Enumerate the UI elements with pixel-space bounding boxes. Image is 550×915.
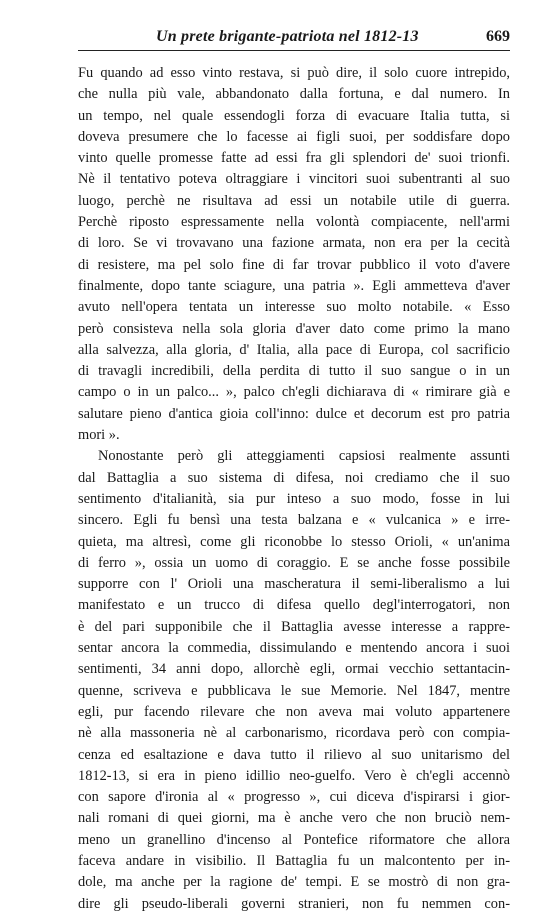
text-line: doveva presumere che lo facesse ai figli suoi, per soddisfare dopo bbox=[78, 128, 510, 145]
text-line: dire gli pseudo-liberali governi stranieri, non fu nemmen con- bbox=[78, 895, 510, 912]
text-line: però consisteva nella sola gloria d'aver dato come primo la mano bbox=[78, 320, 510, 337]
text-line: finalmente, dopo tante sciagure, una patria ». Egli ammetteva d'aver bbox=[78, 277, 510, 294]
text-line: Nè il tentativo poteva oltraggiare i vincitori suoi subentranti al suo bbox=[78, 171, 510, 188]
text-line: avuto nell'opera tentata un interesse suo molto notabile. « Esso bbox=[78, 299, 510, 316]
text-line: dal Battaglia a suo sistema di difesa, noi crediamo che il suo bbox=[78, 469, 510, 486]
text-line: sincero. Egli fu bensì una testa balzana e « vulcanica » e irre- bbox=[78, 512, 510, 529]
text-line: di loro. Se vi trovavano una fazione armata, non era per la cecità bbox=[78, 235, 510, 252]
text-line: Fu quando ad esso vinto restava, si può dire, il solo cuore intrepido, bbox=[78, 65, 510, 81]
page-number: 669 bbox=[486, 28, 510, 45]
text-line: di travagli incredibili, della perdita di tutto il suo sangue o in un bbox=[78, 363, 510, 380]
text-line: Perchè riposto espressamente nella volontà compiacente, nell'armi bbox=[78, 214, 510, 231]
text-line: nè alla massoneria nè al carbonarismo, ricordava però con compia- bbox=[78, 725, 510, 742]
text-line: luogo, perchè ne risultava ad essi un notabile utile di guerra. bbox=[78, 192, 510, 209]
running-title: Un prete brigante-patriota nel 1812-13 bbox=[156, 28, 419, 45]
text-line: salutare pieno d'antica gioia coll'inno: dulce et decorum est pro patria bbox=[78, 405, 510, 422]
text-line: meno un granellino d'incenso al Pontefice riformatore che allora bbox=[78, 831, 510, 848]
text-line: manifestato e un trucco di difesa quello degl'interrogatori, non bbox=[78, 597, 510, 614]
text-line: di resistere, ma pel solo fine di far trovar pubblico il voto d'avere bbox=[78, 256, 510, 273]
text-line: di ferro », ossia un uomo di coraggio. E se anche fosse possibile bbox=[78, 554, 510, 571]
text-line: quieta, ma altresì, come gli riconobbe lo stesso Orioli, « un'anima bbox=[78, 533, 510, 550]
text-line: è del pari supponibile che il Battaglia avesse interesse a rappre- bbox=[78, 618, 510, 635]
text-line: faceva andare in visibilio. Il Battaglia fu un malcontento per in- bbox=[78, 852, 510, 869]
paragraph-1 bbox=[78, 63, 510, 446]
text-line: alla salvezza, alla gloria, d' Italia, alla pace di Europa, col sacrificio bbox=[78, 341, 510, 358]
text-line: supporre con l' Orioli una mascheratura il semi-liberalismo a lui bbox=[78, 576, 510, 593]
text-line: sentimento d'italianità, sia pur inteso a suo modo, fosse in lui bbox=[78, 490, 510, 507]
text-line: dole, ma anche per la ragione de' tempi. E se mostrò di non gra- bbox=[78, 874, 510, 891]
text-line: un tempo, nel quale essendogli forza di evacuare Italia tutta, si bbox=[78, 107, 510, 124]
text-line: sentimenti, 34 anni dopo, allorchè egli, ormai vecchio settantacin- bbox=[78, 661, 510, 678]
text-line: quenne, scriveva e pubblicava le sue Memorie. Nel 1847, mentre bbox=[78, 682, 510, 699]
text-line: Nonostante però gli atteggiamenti capsiosi realmente assunti bbox=[98, 448, 510, 465]
text-line: nali romani di quei giorni, ma è anche vero che non bruciò nem- bbox=[78, 810, 510, 827]
text-line: egli, pur facendo rilevare che non aveva mai voluto appartenere bbox=[78, 703, 510, 720]
text-line: cenza ed esaltazione e dava tutto il rilievo al suo unitarismo del bbox=[78, 746, 510, 763]
running-header bbox=[78, 24, 510, 51]
page-body bbox=[78, 63, 510, 915]
text-line: mori ». bbox=[78, 427, 120, 444]
text-line: che nulla più vale, abbandonato dalla fortuna, e dal numero. In bbox=[78, 86, 510, 103]
text-line: 1812-13, si era in pieno idillio neo-guelfo. Vero è ch'egli accennò bbox=[78, 767, 510, 784]
text-line: sentar ancora la commedia, dissimulando e mentendo ancora i suoi bbox=[78, 640, 510, 657]
paragraph-2 bbox=[78, 446, 510, 915]
text-line: vinto quelle promesse fatte ad essi fra gli splendori de' suoi trionfi. bbox=[78, 150, 510, 167]
text-line: campo o in un palco... », palco ch'egli dichiarava di « rimirare già e bbox=[78, 384, 510, 401]
text-line: con sapore d'ironia al « progresso », cui diceva d'ispirarsi i gior- bbox=[78, 789, 510, 806]
